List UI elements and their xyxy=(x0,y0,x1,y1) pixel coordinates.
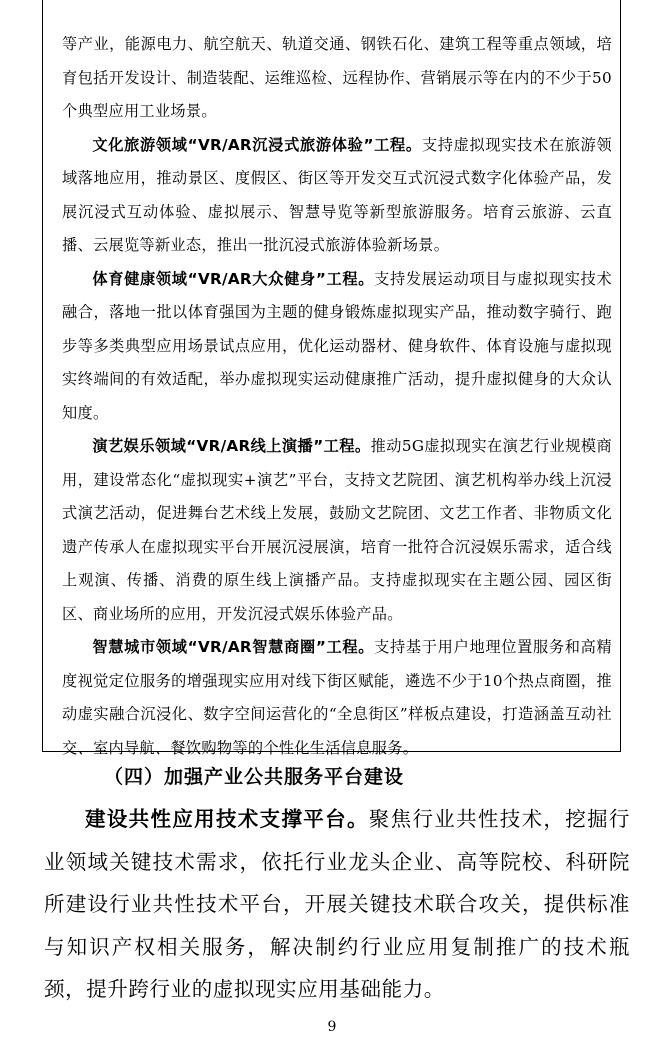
box-paragraph-performing-arts xyxy=(62,430,612,631)
sports-health-heading: 体育健康领域“VR/AR大众健身”工程。 xyxy=(92,269,375,288)
body-paragraph-heading: 建设共性应用技术支撑平台。 xyxy=(85,807,369,831)
box-paragraph-sports-health xyxy=(62,263,612,431)
sports-health-text: 支持发展运动项目与虚拟现实技术融合，落地一批以体育强国为主题的健身锻炼虚拟现实产品，推动数字骑行、跑步等多类典型应用场景试点应用，优化运动器材、健身软件、体育设施与虚拟现实终端间的有效适配，举办虚拟现实运动健康推广活动，提升虚拟健身的大众认知度。 xyxy=(62,269,612,422)
page-number: 9 xyxy=(327,1019,337,1035)
body-paragraph-text: 聚焦行业共性技术，挖掘行业领域关键技术需求，依托行业龙头企业、高等院校、科研院所建设行业共性技术平台，开展关键技术联合攻关，提供标准与知识产权相关服务，解决制约行业应用复制推广的技术瓶颈，提升跨行业的虚拟现实应用基础能力。 xyxy=(44,807,630,1001)
smart-city-text: 支持基于用户地理位置服务和高精度视觉定位服务的增强现实应用对线下街区赋能，遴选不少于10个热点商圈，推动虚实融合沉浸化、数字空间运营化的“全息街区”样板点建设，打造涵盖互动社交、室内导航、餐饮购物等的个性化生活信息服务。 xyxy=(62,638,612,757)
culture-tourism-heading: 文化旅游领域“VR/AR沉浸式旅游体验”工程。 xyxy=(92,135,422,154)
section-heading: （四）加强产业公共服务平台建设 xyxy=(104,766,405,788)
performing-arts-heading: 演艺娱乐领域“VR/AR线上演播”工程。 xyxy=(92,437,371,455)
performing-arts-text: 推动5G虚拟现实在演艺行业规模商用，建设常态化“虚拟现实+演艺”平台，支持文艺院团、演艺机构举办线上沉浸式演艺活动，促进舞台艺术线上发展，鼓励文艺院团、文艺工作者、非物质文化遗产传承人在虚拟现实平台开展沉浸展演，培育一批符合沉浸娱乐需求，适合线上观演、传播、消费的原生线上演播产品。支持虚拟现实在主题公园、园区街区、商业场所的应用，开发沉浸式娱乐体验产品。 xyxy=(62,437,612,623)
smart-city-heading: 智慧城市领域“VR/AR智慧商圈”工程。 xyxy=(92,638,375,656)
box-paragraph-continuation xyxy=(62,28,612,129)
box-paragraph-culture-tourism xyxy=(62,129,612,263)
culture-tourism-text: 支持虚拟现实技术在旅游领域落地应用，推动景区、度假区、街区等开发交互式沉浸式数字化体验产品，发展沉浸式互动体验、虚拟展示、智慧导览等新型旅游服务。培育云旅游、云直播、云展览等新业态，推出一批沉浸式旅游体验新场景。 xyxy=(62,135,613,254)
body-paragraph xyxy=(44,798,630,1011)
bordered-text-box xyxy=(42,0,621,757)
continuation-text: 等产业，能源电力、航空航天、轨道交通、钢铁石化、建筑工程等重点领域，培育包括开发设计、制造装配、运维巡检、远程协作、营销展示等在内的不少于50个典型应用工业场景。 xyxy=(62,35,612,120)
box-paragraph-smart-city xyxy=(62,631,612,765)
